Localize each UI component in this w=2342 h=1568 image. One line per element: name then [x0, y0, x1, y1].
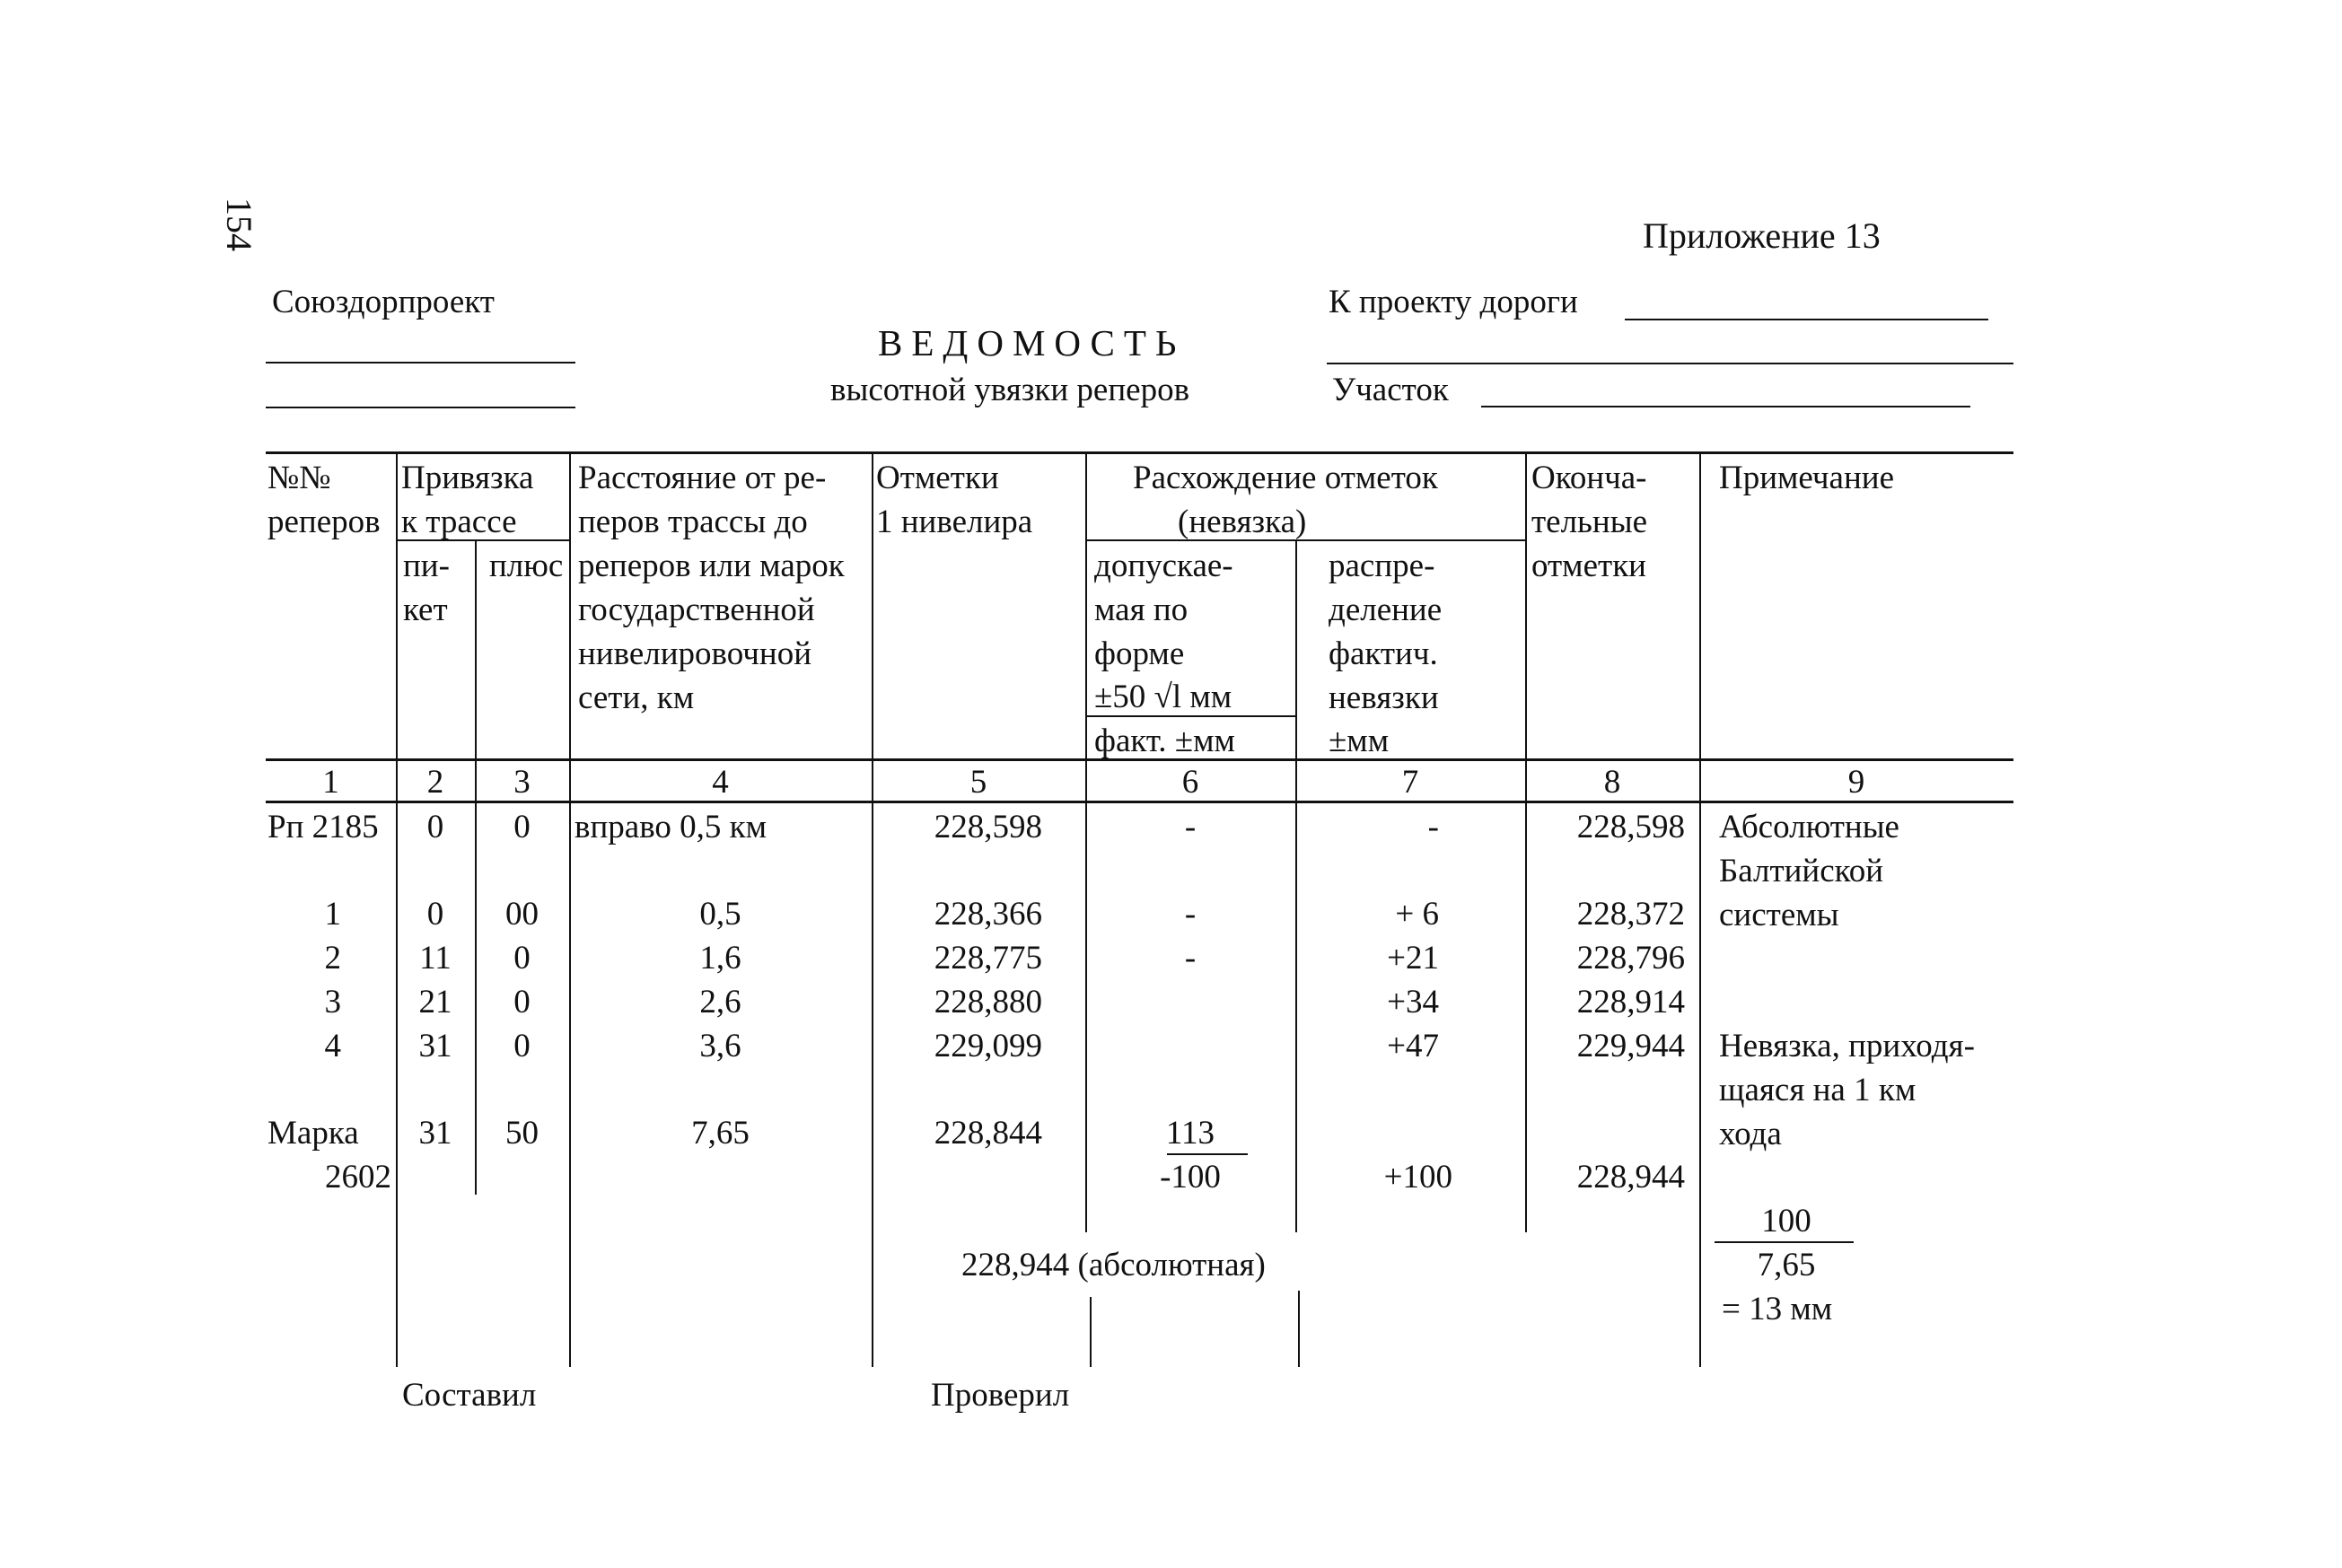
row6-dop: -100: [1160, 1159, 1221, 1196]
rashozhdenie-sub-line: [1087, 539, 1527, 541]
checked-by-label: Проверил: [931, 1377, 1070, 1414]
row4-plus: 0: [513, 1028, 531, 1064]
colnum-4: 4: [712, 764, 729, 801]
row0-n: Рп 2185: [268, 809, 379, 845]
document-subtitle: высотной увязки реперов: [830, 372, 1190, 408]
row2-n: 2: [324, 940, 341, 977]
row1-rasp: + 6: [1395, 896, 1439, 933]
row6-final: 228,944: [1576, 1159, 1685, 1196]
header-col6-line1: допускае-: [1094, 547, 1233, 584]
row3-n: 3: [324, 984, 341, 1021]
absolute-total: 228,944 (абсолютная): [961, 1247, 1266, 1283]
colnum-3: 3: [513, 764, 531, 801]
row4-dist: 3,6: [699, 1028, 741, 1064]
header-col4-line6: сети, км: [578, 679, 695, 716]
row5-plus: 50: [505, 1115, 539, 1152]
row0-mark: 228,598: [934, 809, 1042, 845]
project-label: К проекту дороги: [1329, 284, 1578, 320]
row1-pk: 0: [426, 896, 444, 933]
formula-numerator: 100: [1761, 1203, 1811, 1240]
row3-mark: 228,880: [934, 984, 1042, 1021]
row4-n: 4: [324, 1028, 341, 1064]
row0-pk: 0: [426, 809, 444, 845]
row0-dop: -: [1184, 809, 1197, 845]
row5-mark: 228,844: [934, 1115, 1042, 1152]
header-col8-line3: отметки: [1531, 547, 1646, 584]
row3-rasp: +34: [1387, 984, 1439, 1021]
header-col4-line2: перов трассы до: [578, 504, 808, 540]
row3-dist: 2,6: [699, 984, 741, 1021]
row1-plus: 00: [505, 896, 539, 933]
note1-line3: системы: [1719, 897, 1839, 933]
header-col6-line4: ±50 √l мм: [1094, 679, 1232, 715]
vline-6: [1295, 539, 1297, 1232]
page-number: 154: [219, 197, 259, 251]
row1-mark: 228,366: [934, 896, 1042, 933]
vline-6b: [1298, 1291, 1300, 1367]
vline-5b: [1090, 1297, 1092, 1367]
row2-plus: 0: [513, 940, 531, 977]
row0-rasp: -: [1427, 809, 1439, 845]
formula-denominator: 7,65: [1757, 1247, 1816, 1283]
header-col6-line3: форме: [1094, 635, 1185, 672]
org-line-1: [266, 362, 575, 364]
header-col2-line1: пи-: [403, 547, 450, 584]
row4-rasp: +47: [1387, 1028, 1439, 1064]
vline-2: [475, 539, 477, 1195]
project-line: [1625, 319, 1988, 320]
header-col1-line1: №№: [268, 460, 331, 496]
header-col7-line4: невязки: [1329, 679, 1439, 716]
colnum-1: 1: [322, 764, 339, 801]
row1-n: 1: [324, 896, 341, 933]
formula-result: = 13 мм: [1722, 1291, 1833, 1327]
header-col1-line2: реперов: [268, 504, 381, 540]
vline-8: [1699, 451, 1701, 1367]
row5-pk: 31: [418, 1115, 452, 1152]
colnum-8: 8: [1603, 764, 1621, 801]
row1-final: 228,372: [1576, 896, 1685, 933]
header-col7-line5: ±мм: [1329, 723, 1390, 759]
row4-pk: 31: [418, 1028, 452, 1064]
row2-dist: 1,6: [699, 940, 741, 977]
header-col7-line1: распре-: [1329, 547, 1435, 584]
row1-dist: 0,5: [699, 896, 741, 933]
row6-n: 2602: [325, 1159, 391, 1196]
row6-rasp: +100: [1383, 1159, 1452, 1196]
note2-line3: хода: [1719, 1116, 1782, 1152]
header-col2-line2: кет: [403, 591, 448, 628]
row1-dop: -: [1184, 896, 1197, 933]
document-title: ВЕДОМОСТЬ: [878, 322, 1186, 364]
row5-dist: 7,65: [691, 1115, 750, 1152]
organization-name: Союздорпроект: [272, 284, 495, 320]
header-col4-line4: государственной: [578, 591, 815, 628]
row3-final: 228,914: [1576, 984, 1685, 1021]
row4-mark: 229,099: [934, 1028, 1042, 1064]
compiled-by-label: Составил: [402, 1377, 537, 1414]
header-col23-line2: к трассе: [401, 504, 517, 540]
note2-line1: Невязка, приходя-: [1719, 1028, 1975, 1064]
project-line-2: [1327, 363, 2013, 364]
header-col6-line2: мая по: [1094, 591, 1189, 628]
colnum-7: 7: [1401, 764, 1419, 801]
org-line-2: [266, 407, 575, 408]
note1-line2: Балтийской: [1719, 853, 1884, 889]
colnum-5: 5: [969, 764, 987, 801]
row5-dop: 113: [1165, 1115, 1215, 1152]
row3-pk: 21: [418, 984, 452, 1021]
header-col7-line2: деление: [1329, 591, 1443, 628]
header-col4-line1: Расстояние от ре-: [578, 460, 827, 496]
section-line: [1481, 406, 1970, 407]
header-col5-line2: 1 нивелира: [876, 504, 1033, 540]
section-label: Участок: [1332, 372, 1449, 408]
header-col9: Примечание: [1719, 460, 1894, 496]
row5-n: Марка: [268, 1115, 359, 1152]
header-col3: плюс: [489, 547, 564, 584]
note2-line2: щаяся на 1 км: [1719, 1072, 1917, 1108]
appendix-label: Приложение 13: [1643, 215, 1881, 256]
row0-dist: вправо 0,5 км: [575, 809, 768, 845]
row2-final: 228,796: [1576, 940, 1685, 977]
header-col67-line2: (невязка): [1178, 504, 1307, 540]
row2-dop: -: [1184, 940, 1197, 977]
row4-final: 229,944: [1576, 1028, 1685, 1064]
colnum-6: 6: [1181, 764, 1199, 801]
row2-pk: 11: [419, 940, 452, 977]
header-col8-line1: Оконча-: [1531, 460, 1647, 496]
row3-plus: 0: [513, 984, 531, 1021]
row2-rasp: +21: [1387, 940, 1439, 977]
note1-line1: Абсолютные: [1719, 809, 1899, 845]
header-col4-line3: реперов или марок: [578, 547, 845, 584]
header-col5-line1: Отметки: [876, 460, 999, 496]
row2-mark: 228,775: [934, 940, 1042, 977]
row0-final: 228,598: [1576, 809, 1685, 845]
header-col8-line2: тельные: [1531, 504, 1648, 540]
colnum-2: 2: [426, 764, 444, 801]
colnum-9: 9: [1847, 764, 1865, 801]
header-col6-line5: факт. ±мм: [1094, 723, 1235, 759]
header-col67-line1: Расхождение отметок: [1133, 460, 1438, 496]
table-top-line: [266, 451, 2013, 454]
header-col23-line1: Привязка: [401, 460, 534, 496]
row0-plus: 0: [513, 809, 531, 845]
header-col7-line3: фактич.: [1329, 635, 1438, 672]
header-col4-line5: нивелировочной: [578, 635, 812, 672]
